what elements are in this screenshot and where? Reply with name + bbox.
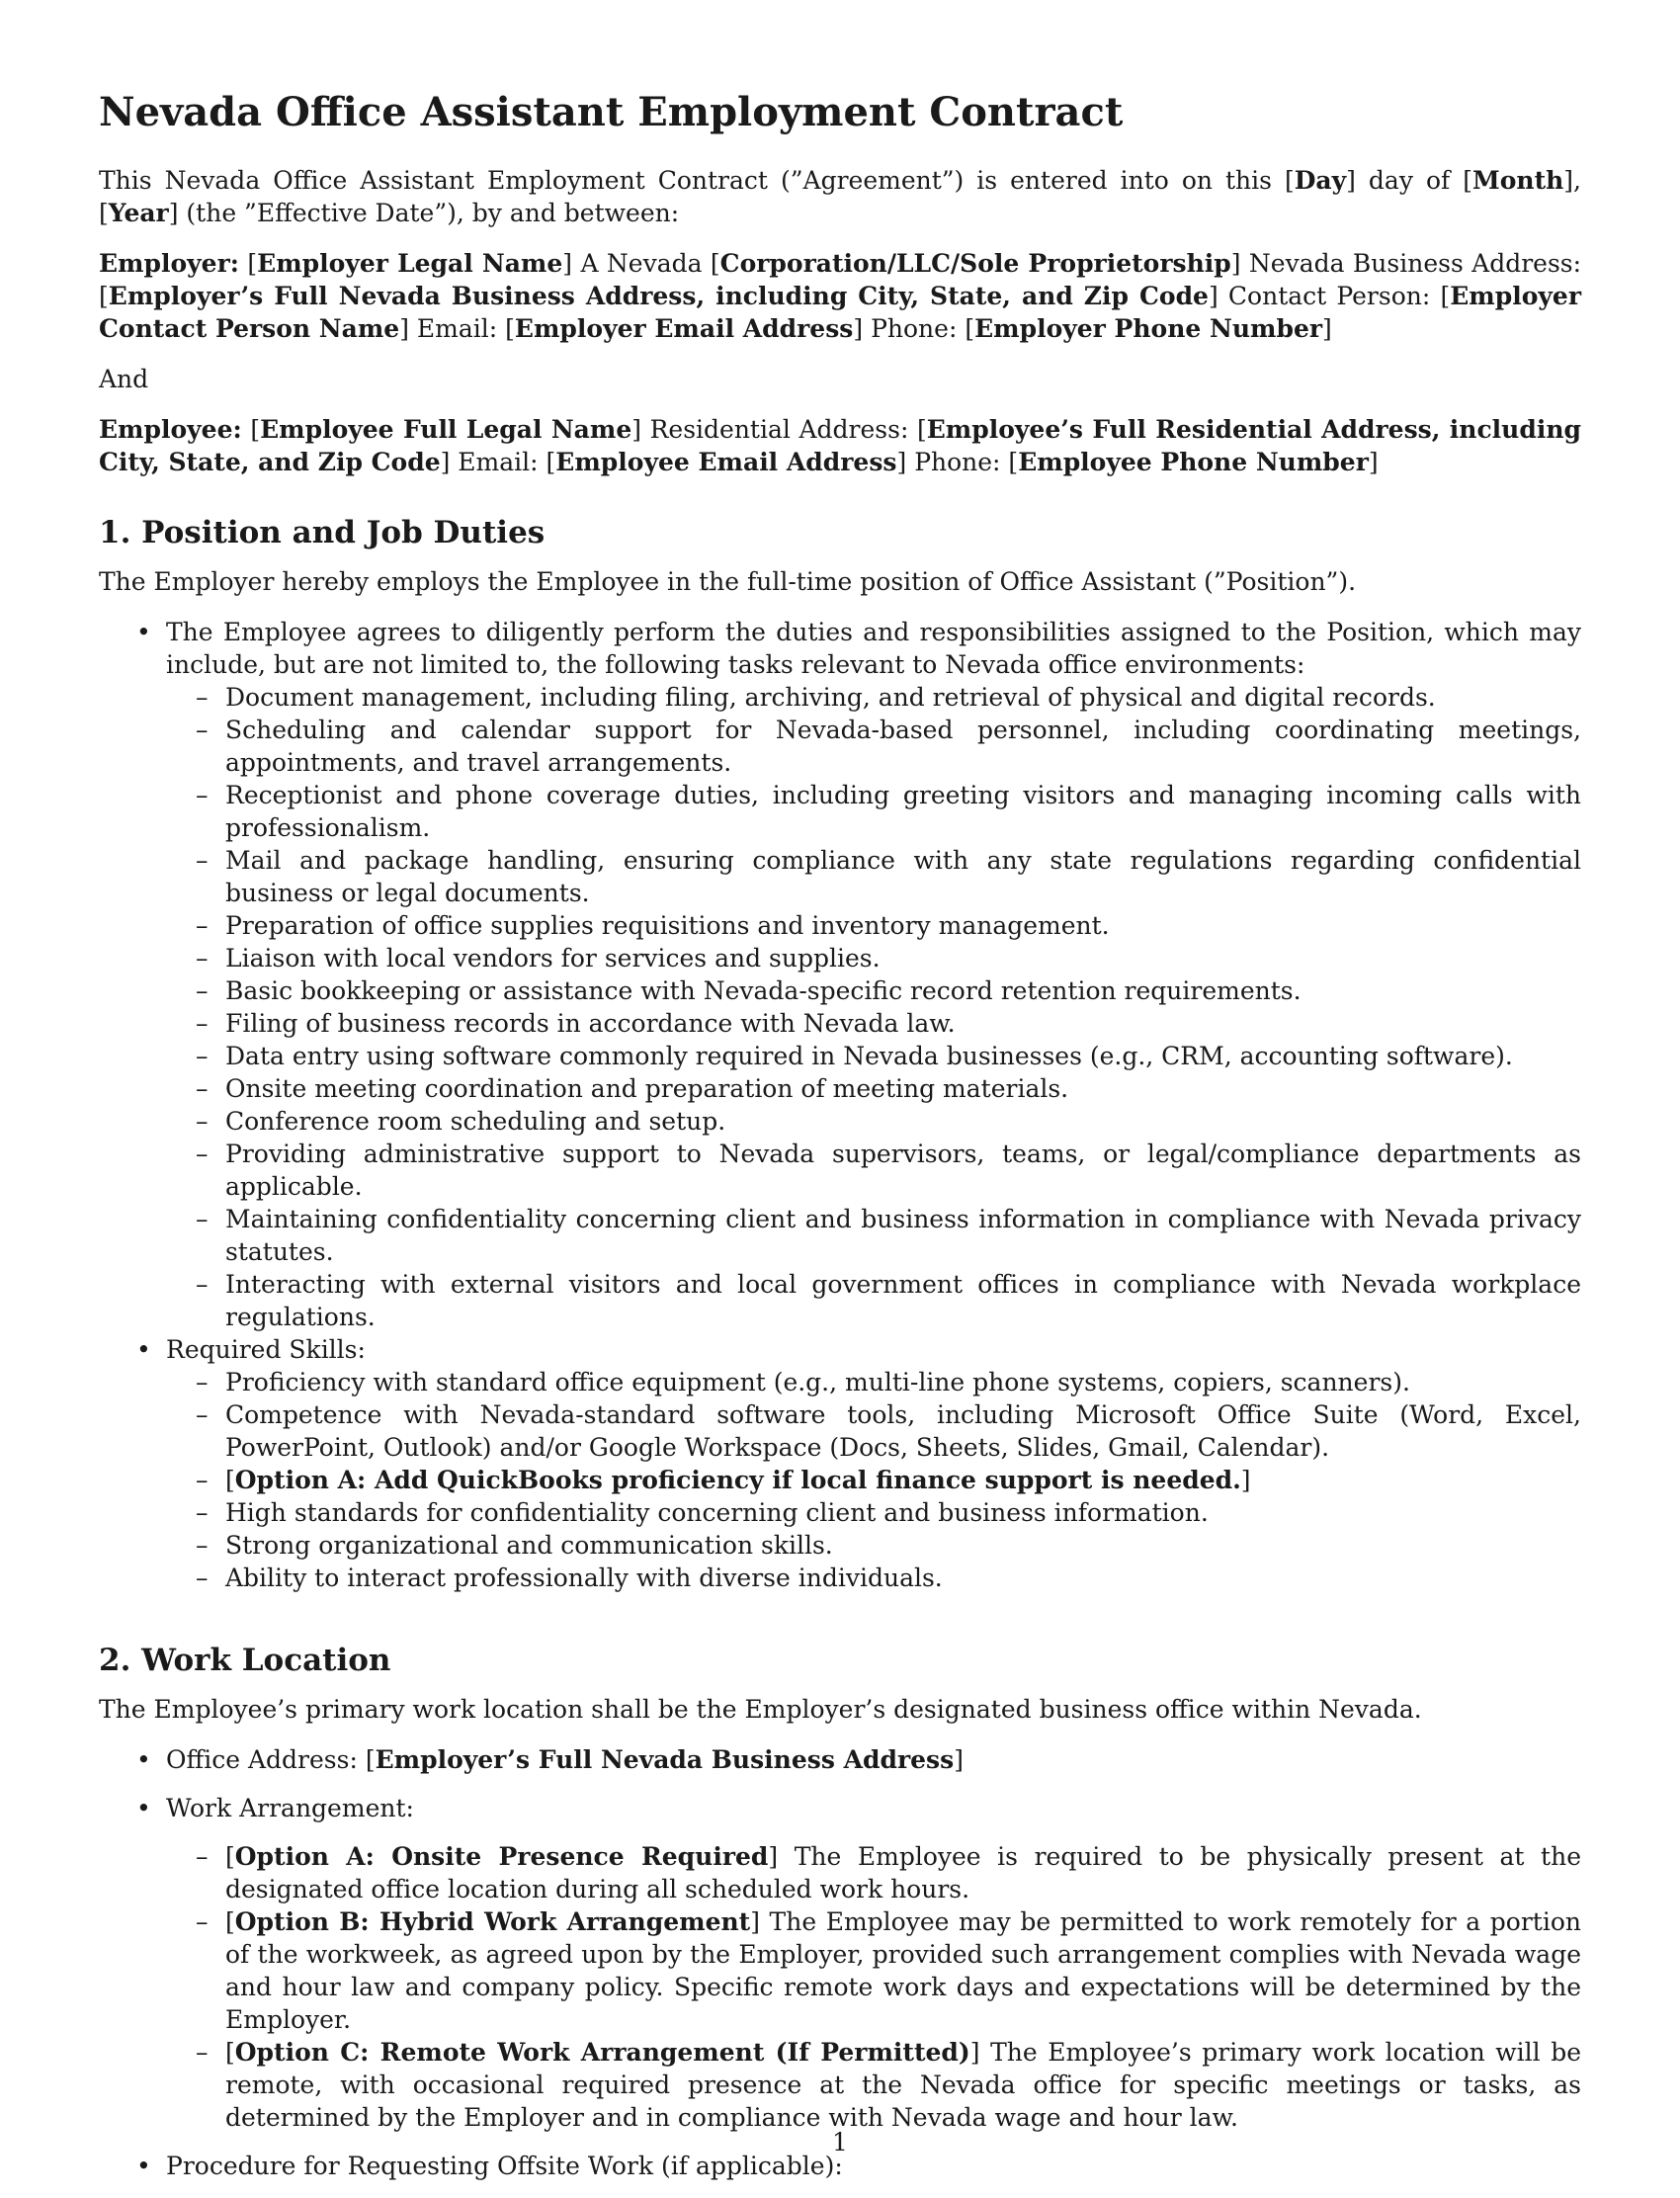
list-item: – [Option B: Hybrid Work Arrangement] The Employee may be permitted to work remotely for a portion of the workweek, as agreed upon by the Employer, provided such arrangement complies with Nevada wage and hour law and company policy. Specific remote work days and expectations will be determined by the Employer. xyxy=(225,1905,1581,2036)
list-item: • Office Address: [Employer’s Full Nevada Business Address] xyxy=(166,1743,1581,1776)
list-item: – Mail and package handling, ensuring compliance with any state regulations regarding confidential business or legal documents. xyxy=(225,844,1581,909)
list-item: – High standards for confidentiality concerning client and business information. xyxy=(225,1496,1581,1529)
employee-label: Employee: xyxy=(99,415,242,444)
list-item: – [Option C: Remote Work Arrangement (If Permitted)] The Employee’s primary work location will be remote, with occasional required presence at the Nevada office for specific meetings or tasks, as determined by the Employer and in compliance with Nevada wage and hour law. xyxy=(225,2036,1581,2134)
section-2-list xyxy=(99,1743,1581,2182)
list-item: – Interacting with external visitors and local government offices in compliance with Nevada workplace regulations. xyxy=(225,1268,1581,1333)
document-title: Nevada Office Assistant Employment Contract xyxy=(99,89,1124,135)
list-item: – Scheduling and calendar support for Nevada-based personnel, including coordinating meetings, appointments, and travel arrangements. xyxy=(225,714,1581,779)
list-item: – Onsite meeting coordination and preparation of meeting materials. xyxy=(225,1072,1581,1105)
list-item: • Procedure for Requesting Offsite Work (if applicable): xyxy=(166,2150,1581,2182)
list-item: – Document management, including filing, archiving, and retrieval of physical and digital records. xyxy=(225,681,1581,714)
day-placeholder: Day xyxy=(1294,166,1347,195)
year-placeholder: Year xyxy=(108,199,169,227)
list-item: – Conference room scheduling and setup. xyxy=(225,1105,1581,1138)
list-item: • The Employee agrees to diligently perform the duties and responsibilities assigned to the Position, which may include, but are not limited to, the following tasks relevant to Nevada office environments: – Document management, including filing, archiving, and retrieval of physical and digital records. – Scheduling and calendar support for Nevada-based personnel, including coordinating meetings, appointments, and travel arrangements. – Receptionist and phone coverage duties, including greeting visitors and managing incoming calls with professionalism. – Mail and package handling, ensuring compliance with any state regulations regarding confidential business or legal documents. – Preparation of office supplies requisitions and inventory management. – Liaison with local vendors for services and supplies. – Basic bookkeeping or assistance with Nevada-specific record retention requirements. – Filing of business records in accordance with Nevada law. – Data entry using software commonly required in Nevada businesses (e.g., CRM, accounting software). – Onsite meeting coordination and preparation of meeting materials. – Conference room scheduling and setup. – Providing administrative support to Nevada supervisors, teams, or legal/compliance departments as applicable. – Maintaining confidentiality concerning client and business information in compliance with Nevada privacy statutes. – Interacting with external visitors and local government offices in compliance with Nevada workplace regulations. xyxy=(166,616,1581,1333)
section-2-intro: The Employee’s primary work location shall be the Employer’s designated business office within Nevada. xyxy=(99,1695,1422,1724)
page-number: 1 xyxy=(832,2128,848,2156)
list-item: – Data entry using software commonly required in Nevada businesses (e.g., CRM, accounting software). xyxy=(225,1040,1581,1072)
list-item: – Providing administrative support to Nevada supervisors, teams, or legal/compliance departments as applicable. xyxy=(225,1138,1581,1203)
list-item: • Required Skills: – Proficiency with standard office equipment (e.g., multi-line phone systems, copiers, scanners). – Competence with Nevada-standard software tools, including Microsoft Office Suite (Word, Excel, PowerPoint, Outlook) and/or Google Workspace (Docs, Sheets, Slides, Gmail, Calendar). – [Option A: Add QuickBooks proficiency if local finance support is needed.] – High standards for confidentiality concerning client and business information. – Strong organizational and communication skills. – Ability to interact professionally with diverse individuals. xyxy=(166,1333,1581,1594)
employer-block: Employer: [Employer Legal Name] A Nevada [Corporation/LLC/Sole Proprietorship] Nevada Business Address: [Employer’s Full Nevada Business Address, including City, State, and Zip Code] Contact Person: [Employer Contact Person Name] Email: [Employer Email Address] Phone: [Employer Phone Number] xyxy=(99,249,1582,343)
list-item: – Competence with Nevada-standard software tools, including Microsoft Office Suite (Word, Excel, PowerPoint, Outlook) and/or Google Workspace (Docs, Sheets, Slides, Gmail, Calendar). xyxy=(225,1398,1581,1464)
list-item: – Ability to interact professionally with diverse individuals. xyxy=(225,1562,1581,1594)
section-1-heading: 1. Position and Job Duties xyxy=(99,515,546,550)
and-text: And xyxy=(99,365,149,393)
list-item: – Strong organizational and communication skills. xyxy=(225,1529,1581,1562)
document-page xyxy=(99,89,1581,2198)
list-item: – Maintaining confidentiality concerning client and business information in compliance with Nevada privacy statutes. xyxy=(225,1203,1581,1268)
intro-paragraph: This Nevada Office Assistant Employment Contract (”Agreement”) is entered into on this [Day] day of [Month], [Year] (the ”Effective Date”), by and between: xyxy=(99,166,1581,227)
list-item: – Filing of business records in accordance with Nevada law. xyxy=(225,1007,1581,1040)
list-item: – [Option A: Onsite Presence Required] The Employee is required to be physically present at the designated office location during all scheduled work hours. xyxy=(225,1840,1581,1905)
list-item: – Basic bookkeeping or assistance with Nevada-specific record retention requirements. xyxy=(225,974,1581,1007)
section-1-intro: The Employer hereby employs the Employee in the full-time position of Office Assistant (”Position”). xyxy=(99,567,1357,596)
skills-list xyxy=(166,1366,1581,1594)
list-item: • Work Arrangement: – [Option A: Onsite Presence Required] The Employee is required to be physically present at the designated office location during all scheduled work hours. – [Option B: Hybrid Work Arrangement] The Employee may be permitted to work remotely for a portion of the workweek, as agreed upon by the Employer, provided such arrangement complies with Nevada wage and hour law and company policy. Specific remote work days and expectations will be determined by the Employer. – [Option C: Remote Work Arrangement (If Permitted)] The Employee’s primary work location will be remote, with occasional required presence at the Nevada office for specific meetings or tasks, as determined by the Employer and in compliance with Nevada wage and hour law. xyxy=(166,1792,1581,2134)
list-item: – Preparation of office supplies requisitions and inventory management. xyxy=(225,909,1581,942)
list-item: – Liaison with local vendors for services and supplies. xyxy=(225,942,1581,974)
employer-label: Employer: xyxy=(99,249,239,278)
section-1-list xyxy=(99,616,1581,1594)
list-item: – Receptionist and phone coverage duties, including greeting visitors and managing incoming calls with professionalism. xyxy=(225,779,1581,844)
month-placeholder: Month xyxy=(1472,166,1564,195)
duties-list xyxy=(166,681,1581,1333)
list-item: – Proficiency with standard office equipment (e.g., multi-line phone systems, copiers, scanners). xyxy=(225,1366,1581,1398)
employee-block: Employee: [Employee Full Legal Name] Residential Address: [Employee’s Full Residential Address, including City, State, and Zip Code] Email: [Employee Email Address] Phone: [Employee Phone Number] xyxy=(99,415,1581,476)
list-item: – [Option A: Add QuickBooks proficiency if local finance support is needed.] xyxy=(225,1464,1581,1496)
section-2-heading: 2. Work Location xyxy=(99,1643,391,1678)
work-arrangement-options xyxy=(166,1840,1581,2134)
